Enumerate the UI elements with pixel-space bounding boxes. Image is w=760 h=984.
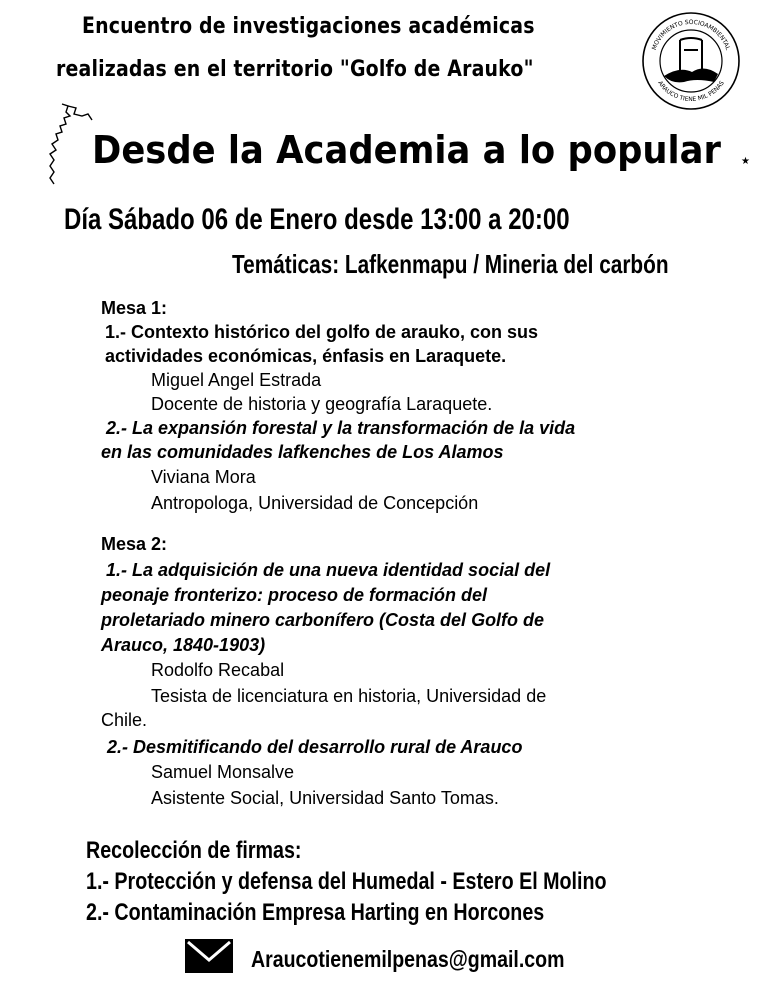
mesa2-talk1-title-line2: peonaje fronterizo: proceso de formación del [101,585,488,605]
header-line-2: realizadas en el territorio "Golfo de Arauko" [56,57,534,82]
signatures-heading: Recolección de firmas: [86,837,302,864]
logo-bottom-text: ARAUCO TIENE MIL PENAS [656,79,726,104]
logo-emblem [640,10,742,112]
event-date: Día Sábado 06 de Enero desde 13:00 a 20:00 [64,203,570,236]
mesa1-heading: Mesa 1: [101,298,168,318]
mesa2-talk2-role: Asistente Social, Universidad Santo Tomas. [151,788,499,808]
star-icon: ★ [741,156,750,167]
logo-top-text: MOVIMIENTO SOCIOAMBIENTAL [650,18,732,52]
mesa2-talk1-title-line4: Arauco, 1840-1903) [101,635,266,655]
signatures-item-2: 2.- Contaminación Empresa Harting en Horcones [86,899,545,926]
mesa2-talk2-speaker: Samuel Monsalve [151,762,295,782]
event-title: Desde la Academia a lo popular [92,128,721,172]
mesa2-talk1-speaker: Rodolfo Recabal [151,660,285,680]
mesa2-talk1-title-line1: 1.- La adquisición de una nueva identidad social del [106,560,551,580]
mesa1-talk1-title-line2: actividades económicas, énfasis en Laraquete. [105,346,507,366]
mesa2-heading: Mesa 2: [101,534,168,554]
mesa1-talk2-title-line1: 2.- La expansión forestal y la transformación de la vida [106,418,576,438]
mesa1-talk2-role: Antropologa, Universidad de Concepción [151,493,479,513]
mesa2-talk1-title-line3: proletariado minero carbonífero (Costa del Golfo de [101,610,545,630]
mesa1-talk2-speaker: Viviana Mora [151,467,256,487]
mesa1-talk2-title-line2: en las comunidades lafkenches de Los Alamos [101,442,504,462]
mesa1-talk1-role: Docente de historia y geografía Laraquete. [151,394,493,414]
mesa2-talk2-title: 2.- Desmitificando del desarrollo rural de Arauco [107,737,523,757]
event-themes: Temáticas: Lafkenmapu / Mineria del carbón [232,249,669,279]
mesa2-talk1-role-line2: Chile. [101,710,148,730]
contact-email[interactable]: Araucotienemilpenas@gmail.com [251,946,565,972]
mesa2-talk1-role-line1: Tesista de licenciatura en historia, Universidad de [151,686,547,706]
mesa1-talk1-title-line1: 1.- Contexto histórico del golfo de arauko, con sus [105,322,539,342]
envelope-icon [185,939,233,978]
header-line-1: Encuentro de investigaciones académicas [82,14,535,39]
signatures-item-1: 1.- Protección y defensa del Humedal - Estero El Molino [86,868,607,895]
mesa1-talk1-speaker: Miguel Angel Estrada [151,370,322,390]
organization-logo [640,10,742,112]
